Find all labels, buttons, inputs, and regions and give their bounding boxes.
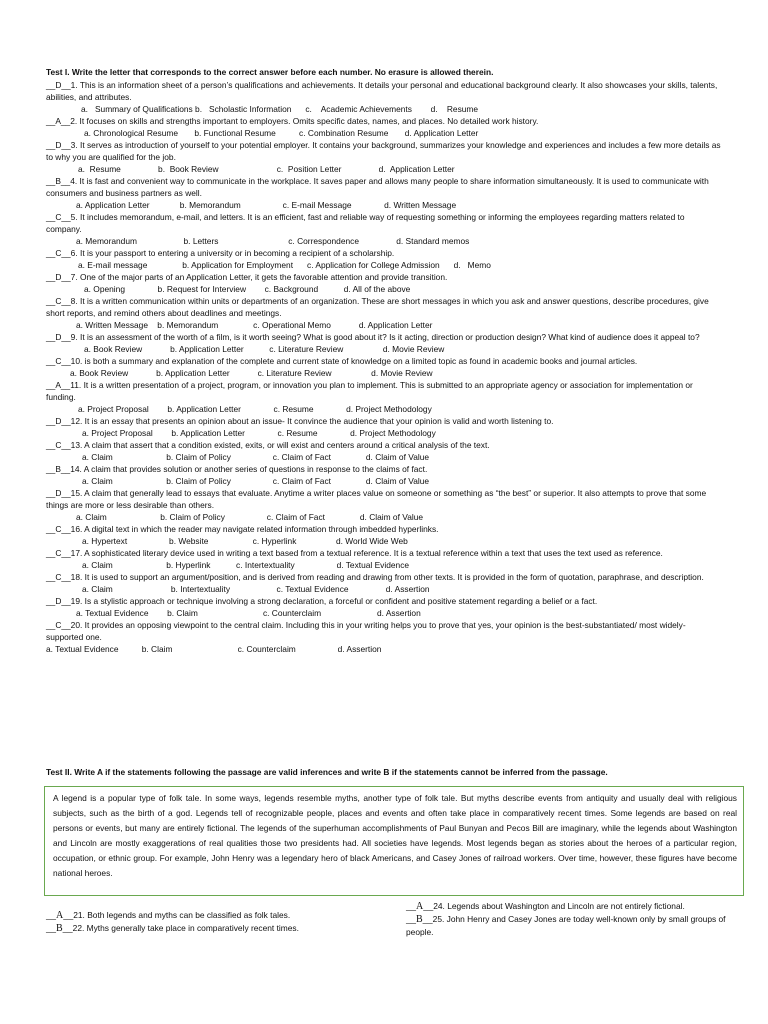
answer-choices: a. Claim b. Hyperlink c. Intertextuality d. Textual Evidence (82, 560, 410, 570)
question-item (46, 439, 722, 463)
question-text: __A__11. It is a written presentation of a project, program, or innovation you plan to implement. This is submitted to an appropriate agency or association for implementation or funding. (46, 380, 693, 402)
answer-blank: __B__ (46, 923, 73, 934)
reading-passage: A legend is a popular type of folk tale. In some ways, legends resemble myths, another type of folk tale. But myths describe events from antiquity and usually deal with religious subjects, such as the birth of a god. Legends tell of recognizable people, places and events and often take place in comparatively recent times. Some legends are based on real persons or events, but many are entirely fictional. The legends of the superhuman accomplishments of Paul Bunyan and Pecos Bill are imaginary, while the legends about Washington and Lincoln are mostly exaggerations of real qualities those two presidents had. All societies have legends. Most legends began as stories about the heroes of a particular region, occupation, or ethnic group. For example, John Henry was a legendary hero of black Americans, and Casey Jones of railroad workers. Over time, however, these figures have become national heroes. (44, 786, 744, 896)
question-item (46, 619, 722, 655)
answer-choices: a. Project Proposal b. Application Letter c. Resume d. Project Methodology (82, 428, 436, 438)
question-text: __C__17. A sophisticated literary device used in writing a text based from a textual reference. It is a textual reference within a text that uses the text used as reference. (46, 548, 663, 558)
question-text: __D__3. It serves as introduction of yourself to your potential employer. It contains your background, summarizes your knowledge and experiences and includes a few more details as to why you are qualified for the job. (46, 140, 721, 162)
answer-blank: __B__ (406, 914, 433, 925)
question-item (46, 487, 722, 523)
question-text: __C__18. It is used to support an argument/position, and is derived from reading and drawing from other texts. It is provided in the form of quotation, paraphrase, and description. (46, 572, 704, 582)
answer-choices: a. Project Proposal b. Application Letter c. Resume d. Project Methodology (78, 404, 432, 414)
test-two-heading: Test II. Write A if the statements following the passage are valid inferences and write B if the statements cannot be inferred from the passage. (46, 767, 608, 777)
answer-choices: a. Claim b. Claim of Policy c. Claim of Fact d. Claim of Value (82, 452, 430, 462)
question-item (46, 379, 722, 415)
answer-blank: __A__ (46, 910, 74, 921)
question-text: __D__15. A claim that generally lead to essays that evaluate. Anytime a writer places value on someone or something as “the best” or superior. It also attempts to prove that some things are more or less desirable than others. (46, 488, 707, 510)
answer-choices: a. Book Review b. Application Letter c. Literature Review d. Movie Review (70, 368, 433, 378)
question-item (46, 547, 722, 571)
answer-choices: a. Resume b. Book Review c. Position Letter d. Application Letter (78, 164, 455, 174)
question-text: __D__1. This is an information sheet of a person’s qualifications and achievements. It details your personal and educational background clearly. It also showcases your skills, talents, abilities, and attributes. (46, 80, 718, 102)
question-item (46, 211, 722, 247)
answer-choices: a. Textual Evidence b. Claim c. Counterclaim d. Assertion (76, 608, 421, 618)
question-item (46, 295, 722, 331)
question-item (46, 247, 722, 271)
question-text: __C__5. It includes memorandum, e-mail, and letters. It is an efficient, fast and reliable way of requesting something or informing the employees regarding matters related to company. (46, 212, 685, 234)
question-item (46, 115, 722, 139)
question-item (46, 175, 722, 211)
question-text: __C__16. A digital text in which the reader may navigate related information through imbedded hyperlinks. (46, 524, 439, 534)
answer-choices: a. Written Message b. Memorandum c. Operational Memo d. Application Letter (76, 320, 433, 330)
item-text: 22. Myths generally take place in comparatively recent times. (72, 923, 299, 933)
answer-choices: a. Application Letter b. Memorandum c. E-mail Message d. Written Message (76, 200, 457, 210)
answer-choices: a. Chronological Resume b. Functional Resume c. Combination Resume d. Application Letter (84, 128, 479, 138)
answer-choices: a. Hypertext b. Website c. Hyperlink d. World Wide Web (82, 536, 408, 546)
inference-items-right (406, 900, 726, 938)
answer-choices: a. Claim b. Claim of Policy c. Claim of Fact d. Claim of Value (82, 476, 430, 486)
item-text: 24. Legends about Washington and Lincoln are not entirely fictional. (433, 901, 685, 911)
question-item (46, 595, 722, 619)
test-one-section (46, 66, 722, 655)
answer-choices: a. E-mail message b. Application for Employment c. Application for College Admission d. Memo (78, 260, 491, 270)
question-list (46, 79, 722, 655)
question-text: __D__7. One of the major parts of an Application Letter, it gets the favorable attention and provide transition. (46, 272, 448, 282)
item-text: 21. Both legends and myths can be classified as folk tales. (73, 910, 291, 920)
list-item (46, 909, 346, 922)
item-text: 25. John Henry and Casey Jones are today well-known only by small groups of people. (406, 914, 726, 937)
question-text: __C__10. is both a summary and explanation of the complete and current state of knowledge on a limited topic as found in academic books and journal articles. (46, 356, 638, 366)
list-item (406, 913, 726, 938)
question-text: __C__13. A claim that assert that a condition existed, exits, or will exist and centers around a critical analysis of the text. (46, 440, 490, 450)
question-text: __C__20. It provides an opposing viewpoint to the central claim. Including this in your writing helps you to prove that yes, your opinion is the best-substantiated/ most widely-supported one. (46, 620, 686, 642)
answer-choices: a. Claim b. Intertextuality c. Textual Evidence d. Assertion (82, 584, 430, 594)
question-text: __D__12. It is an essay that presents an opinion about an issue- It convince the audience that your opinion is valid and worth listening to. (46, 416, 554, 426)
question-text: __B__14. A claim that provides solution or another series of questions in response to the claims of fact. (46, 464, 428, 474)
answer-choices: a. Claim b. Claim of Policy c. Claim of Fact d. Claim of Value (76, 512, 424, 522)
question-item (46, 571, 722, 595)
test-one-heading: Test I. Write the letter that corresponds to the correct answer before each number. No erasure is allowed therein. (46, 67, 494, 77)
question-item (46, 79, 722, 115)
question-text: __D__19. Is a stylistic approach or technique involving a strong declaration, a forceful or confident and positive statement regarding a belief or a fact. (46, 596, 598, 606)
question-text: __D__9. It is an assessment of the worth of a film, is it worth seeing? What is good about it? Is it acting, direction or production design? What kind of audience does it appeal to? (46, 332, 700, 342)
list-item (406, 900, 726, 913)
question-item (46, 355, 722, 379)
question-text: __C__6. It is your passport to entering a university or in becoming a recipient of a scholarship. (46, 248, 395, 258)
answer-choices: a. Memorandum b. Letters c. Correspondence d. Standard memos (76, 236, 470, 246)
question-item (46, 523, 722, 547)
question-text: __B__4. It is fast and convenient way to communicate in the workplace. It saves paper and allows many people to share information simultaneously. It is used to communicate with consumers and business partners as well. (46, 176, 709, 198)
question-item (46, 463, 722, 487)
answer-choices: a. Textual Evidence b. Claim c. Counterclaim d. Assertion (46, 644, 382, 654)
question-item (46, 139, 722, 175)
answer-choices: a. Book Review b. Application Letter c. Literature Review d. Movie Review (84, 344, 445, 354)
question-item (46, 331, 722, 355)
answer-choices: a. Summary of Qualifications b. Scholastic Information c. Academic Achievements d. Resume (81, 104, 479, 114)
inference-items-left (46, 909, 346, 935)
question-text: __A__2. It focuses on skills and strengths important to employers. Omits specific dates, names, and places. No detailed work history. (46, 116, 539, 126)
question-item (46, 415, 722, 439)
question-text: __C__8. It is a written communication within units or departments of an organization. These are short messages in which you ask and answer questions, describe procedures, give short reports, and remind others about deadlines and meetings. (46, 296, 709, 318)
answer-choices: a. Opening b. Request for Interview c. Background d. All of the above (84, 284, 411, 294)
question-item (46, 271, 722, 295)
list-item (46, 922, 346, 935)
answer-blank: __A__ (406, 901, 434, 912)
